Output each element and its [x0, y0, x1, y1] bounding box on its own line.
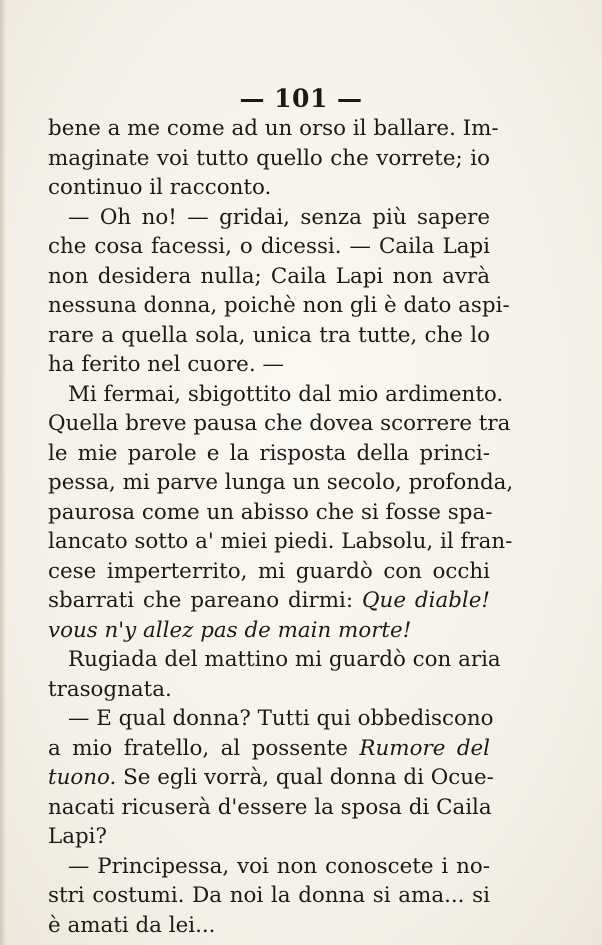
text-line: [48, 468, 514, 498]
text-run: Lapi?: [48, 824, 107, 849]
text-run: è amati da lei...: [48, 912, 216, 938]
text-line: [48, 380, 504, 410]
text-line: [48, 645, 501, 675]
text-run: bene a me come ad un orso il ballare. Im-: [48, 116, 499, 141]
text-run: maginate voi tutto quello che vorrete; io: [48, 145, 490, 171]
italic-text: Que diable!: [362, 588, 490, 613]
text-run: — Oh no! — gridai, senza più sapere: [68, 204, 490, 230]
text-line: [48, 822, 490, 852]
text-run: le mie parole e la risposta della princi-: [48, 440, 490, 466]
text-line: [48, 439, 490, 469]
text-run: Rugiada del mattino mi guardò con aria: [68, 647, 501, 672]
text-run: — Principessa, voi non conoscete i no-: [68, 853, 490, 879]
text-run: Quella breve pausa che dovea scorrere tra: [48, 411, 511, 436]
text-run: stri costumi. Da noi la donna si ama... si: [48, 883, 490, 908]
text-line: [48, 675, 490, 705]
text-line: [48, 527, 513, 557]
text-line: [48, 704, 494, 734]
italic-text: Rumore del: [359, 735, 491, 761]
text-run: continuo il racconto.: [48, 175, 272, 200]
text-line: [48, 616, 490, 646]
text-run: rare a quella sola, unica tra tutte, che lo: [48, 322, 490, 348]
text-line: [48, 262, 490, 292]
text-run: ha ferito nel cuore. —: [48, 352, 284, 377]
text-run: — E qual donna? Tutti qui obbediscono: [68, 706, 494, 731]
text-line: [48, 321, 490, 351]
text-line: [48, 409, 511, 439]
text-line: [48, 734, 490, 764]
text-run: Mi fermai, sbigottito dal mio ardimento.: [68, 381, 504, 407]
text-run: a mio fratello, al possente: [48, 735, 360, 761]
text-line: [48, 232, 490, 262]
text-run: pessa, mi parve lunga un secolo, profonda,: [48, 470, 514, 495]
text-line: [48, 173, 490, 203]
text-line: [48, 114, 499, 144]
text-run: non desidera nulla; Caila Lapi non avrà: [48, 263, 490, 289]
page-number: — 101 —: [239, 84, 363, 113]
text-run: che cosa facessi, o dicessi. — Caila Lapi: [48, 234, 490, 259]
text-line: [48, 350, 490, 380]
text-run: lancato sotto a' miei piedi. Labsolu, il fran-: [48, 529, 513, 554]
text-line: [48, 203, 490, 233]
text-line: [48, 144, 490, 174]
text-run: cese imperterrito, mi guardò con occhi: [48, 558, 490, 584]
text-line: [48, 586, 490, 616]
text-line: [48, 881, 490, 911]
text-run: sbarrati che pareano dirmi:: [48, 588, 363, 613]
page-edge-shadow: [0, 0, 6, 945]
text-run: Se egli vorrà, qual donna di Ocue-: [116, 765, 494, 790]
text-line: [48, 498, 493, 528]
text-line: [48, 793, 490, 823]
text-run: paurosa come un abisso che si fosse spa-: [48, 499, 493, 525]
text-run: trasognata.: [48, 676, 172, 702]
text-run: nessuna donna, poichè non gli è dato aspi-: [48, 293, 510, 318]
text-line: [48, 852, 490, 882]
text-line: [48, 291, 510, 321]
italic-text: vous n'y allez pas de main morte!: [48, 617, 412, 643]
text-line: [48, 911, 490, 941]
text-run: nacati ricuserà d'essere la sposa di Caila: [48, 794, 492, 820]
text-line: [48, 763, 494, 793]
italic-text: tuono.: [48, 765, 117, 790]
body-text: [48, 114, 514, 940]
text-line: [48, 557, 490, 587]
